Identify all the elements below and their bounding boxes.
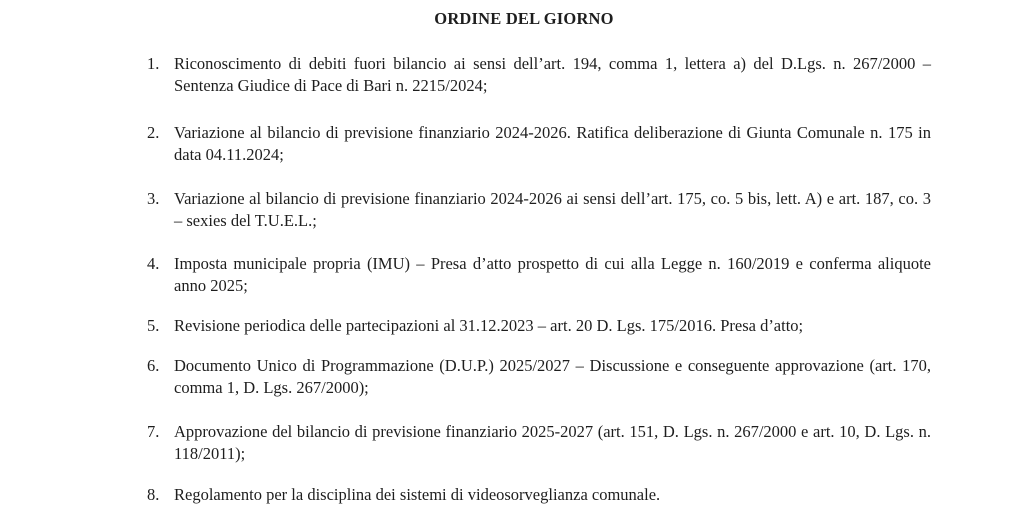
agenda-item-4 [147,253,931,297]
agenda-item-number: 1. [147,54,160,73]
agenda-item-number: 3. [147,189,160,208]
agenda-title: ORDINE DEL GIORNO [434,9,614,28]
agenda-item-2 [147,122,931,166]
agenda-item-5 [147,315,931,337]
agenda-item-text: Variazione al bilancio di previsione finanziario 2024-2026. Ratifica deliberazione di Giunta Comunale n. 175 in data 04.11.2024; [174,123,931,164]
agenda-item-1 [147,53,931,97]
agenda-item-8 [147,484,931,506]
agenda-item-number: 2. [147,123,160,142]
agenda-item-text: Regolamento per la disciplina dei sistemi di videosorveglianza comunale. [174,485,661,504]
agenda-item-number: 5. [147,316,160,335]
agenda-item-3 [147,188,931,232]
agenda-item-text: Imposta municipale propria (IMU) – Presa d’atto prospetto di cui alla Legge n. 160/2019 e conferma aliquote anno 2025; [174,254,931,295]
agenda-item-number: 8. [147,485,160,504]
agenda-item-text: Approvazione del bilancio di previsione finanziario 2025-2027 (art. 151, D. Lgs. n. 267/2000 e art. 10, D. Lgs. n. 118/2011); [174,422,931,463]
agenda-item-6 [147,355,931,399]
agenda-item-text: Riconoscimento di debiti fuori bilancio ai sensi dell’art. 194, comma 1, lettera a) del D.Lgs. n. 267/2000 – Sentenza Giudice di Pace di Bari n. 2215/2024; [174,54,931,95]
agenda-item-text: Variazione al bilancio di previsione finanziario 2024-2026 ai sensi dell’art. 175, co. 5 bis, lett. A) e art. 187, co. 3 – sexies del T.U.E.L.; [174,189,931,230]
agenda-item-text: Revisione periodica delle partecipazioni al 31.12.2023 – art. 20 D. Lgs. 175/2016. Presa d’atto; [174,316,804,335]
agenda-item-number: 7. [147,422,160,441]
agenda-item-number: 6. [147,356,160,375]
agenda-item-7 [147,421,931,465]
agenda-item-number: 4. [147,254,160,273]
agenda-item-text: Documento Unico di Programmazione (D.U.P.) 2025/2027 – Discussione e conseguente approvazione (art. 170, comma 1, D. Lgs. 267/2000); [174,356,931,397]
